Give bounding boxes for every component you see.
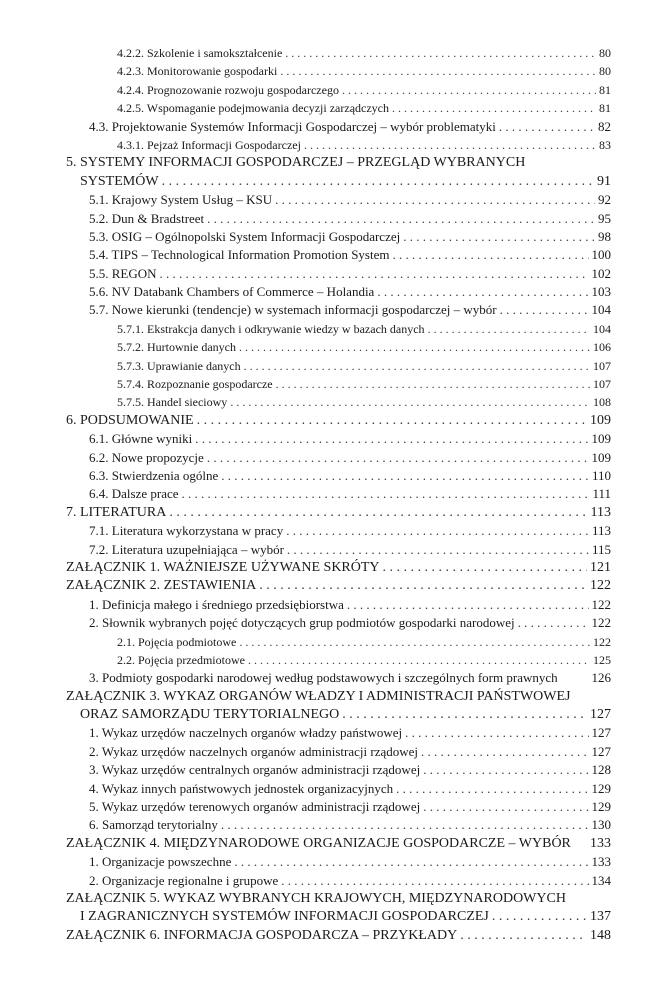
toc-entry-title: 4.2.5. Wspomaganie podejmowania decyzji zarządczych: [117, 101, 389, 116]
toc-entry: [66, 99, 611, 117]
toc-entry: [66, 541, 611, 559]
toc-entry-title: 5.7.4. Rozpoznanie gospodarcze: [117, 377, 273, 392]
toc-entry: [66, 393, 611, 411]
dot-leader: [287, 541, 589, 559]
toc-entry: [66, 154, 611, 191]
dot-leader: [244, 357, 590, 375]
toc-entry-page: 109: [591, 431, 611, 447]
toc-entry-title: 5.2. Dun & Bradstreet: [89, 210, 205, 226]
toc-entry: [66, 559, 611, 577]
toc-entry-page: 128: [591, 762, 611, 778]
toc-entry-title-line2: [66, 173, 611, 191]
toc-entry: [66, 669, 611, 687]
toc-entry-page: 80: [599, 64, 611, 79]
dot-leader: [304, 136, 596, 154]
dot-leader: [230, 393, 590, 411]
toc-entry-page: 148: [590, 927, 611, 943]
toc-entry: [66, 853, 611, 871]
table-of-contents: [66, 44, 611, 945]
dot-leader: [197, 412, 587, 430]
toc-entry: [66, 614, 611, 632]
dot-leader: [259, 577, 587, 595]
toc-entry-title: 1. Wykaz urzędów naczelnych organów władzy państwowej: [89, 725, 403, 741]
toc-entry-title: 4.3. Projektowanie Systemów Informacji Gospodarczej – wybór problematyki: [89, 118, 496, 134]
dot-leader: [195, 430, 588, 448]
toc-entry-page: 133: [590, 835, 611, 851]
toc-entry-title: 5.7.2. Hurtownie danych: [117, 340, 236, 355]
toc-entry-title: 4. Wykaz innych państwowych jednostek organizacyjnych: [89, 780, 394, 796]
dot-leader: [383, 559, 587, 577]
toc-entry-title: 5. Wykaz urzędów terenowych organów administracji rządowej: [89, 799, 421, 815]
toc-entry-page: 106: [593, 340, 611, 355]
dot-leader: [423, 798, 588, 816]
toc-entry: [66, 577, 611, 595]
dot-leader: [280, 62, 596, 80]
dot-leader: [421, 743, 588, 761]
toc-entry-title-line2: [66, 706, 611, 724]
toc-entry: [66, 191, 611, 209]
toc-entry-page: 130: [591, 817, 611, 833]
toc-entry-title: 2. Słownik wybranych pojęć dotyczących grup podmiotów gospodarki narodowej: [89, 615, 515, 631]
dot-leader: [403, 228, 595, 246]
dot-leader: [460, 927, 587, 945]
toc-entry-title: 4.2.4. Prognozowanie rozwoju gospodarczego: [117, 82, 339, 97]
toc-entry: [66, 320, 611, 338]
toc-entry: [66, 375, 611, 393]
toc-entry: [66, 596, 611, 614]
toc-entry: [66, 688, 611, 725]
toc-entry: [66, 246, 611, 264]
toc-entry: [66, 743, 611, 761]
toc-entry: [66, 485, 611, 503]
toc-entry: [66, 283, 611, 301]
toc-entry-page: 81: [599, 82, 611, 97]
toc-entry-title-line2: [66, 908, 611, 926]
toc-entry-title: 4.2.3. Monitorowanie gospodarki: [117, 64, 278, 79]
toc-entry-page: 127: [591, 725, 611, 741]
toc-entry-title: 2. Organizacje regionalne i grupowe: [89, 872, 279, 888]
toc-entry-title: 7.1. Literatura wykorzystana w pracy: [89, 523, 284, 539]
toc-entry-title: 5.1. Krajowy System Usług – KSU: [89, 192, 273, 208]
toc-entry-page: 134: [591, 872, 611, 888]
dot-leader: [518, 614, 589, 632]
toc-entry-title: 6. PODSUMOWANIE: [66, 412, 194, 428]
toc-entry-title: 6.2. Nowe propozycje: [89, 449, 204, 465]
toc-entry-title: 6.3. Stwierdzenia ogólne: [89, 468, 219, 483]
toc-entry: [66, 430, 611, 448]
toc-entry: [66, 265, 611, 283]
toc-entry-title: 5.4. TIPS – Technological Information Promotion System: [89, 247, 390, 263]
toc-entry-page: 95: [598, 210, 611, 226]
toc-entry-page: 122: [591, 596, 611, 612]
toc-entry: [66, 62, 611, 80]
toc-entry-page: 111: [592, 486, 611, 502]
toc-entry-page: 82: [598, 118, 611, 134]
dot-leader: [396, 780, 588, 798]
toc-entry: [66, 301, 611, 319]
dot-leader: [286, 522, 589, 540]
toc-entry: [66, 780, 611, 798]
toc-entry: [66, 724, 611, 742]
toc-entry-title: 7. LITERATURA: [66, 504, 167, 520]
toc-entry-title: 4.3.1. Pejzaż Informacji Gospodarczej: [117, 137, 301, 152]
toc-entry-page: 137: [590, 909, 611, 925]
toc-entry: [66, 522, 611, 540]
toc-entry-page: 107: [593, 377, 611, 392]
toc-entry-page: 80: [599, 46, 611, 60]
dot-leader: [428, 320, 590, 338]
dot-leader: [239, 338, 590, 356]
dot-leader: [377, 283, 588, 301]
toc-entry-page: 122: [593, 634, 611, 649]
toc-entry-title: 2.1. Pojęcia podmiotowe: [117, 634, 237, 649]
toc-entry-title: ZAŁĄCZNIK 4. MIĘDZYNARODOWE ORGANIZACJE GOSPODARCZE – WYBÓR: [66, 835, 571, 851]
toc-entry: [66, 633, 611, 651]
dot-leader: [275, 191, 595, 209]
dot-leader: [492, 908, 587, 926]
toc-entry: [66, 890, 611, 927]
toc-entry-page: 115: [591, 541, 611, 557]
toc-entry-page: 100: [591, 247, 611, 263]
toc-entry-title: 6. Samorząd terytorialny: [89, 817, 218, 833]
dot-leader: [285, 44, 596, 62]
dot-leader: [423, 761, 588, 779]
toc-entry: [66, 872, 611, 890]
toc-entry: [66, 210, 611, 228]
toc-entry-title: 5.7.1. Ekstrakcja danych i odkrywanie wiedzy w bazach danych: [117, 321, 425, 336]
toc-entry-page: 98: [598, 228, 611, 244]
toc-entry-page: 122: [590, 578, 611, 594]
dot-leader: [234, 853, 588, 871]
toc-entry-title: 3. Wykaz urzędów centralnych organów administracji rządowej: [89, 762, 421, 778]
toc-entry-title-line1: 5. SYSTEMY INFORMACJI GOSPODARCZEJ – PRZEGLĄD WYBRANYCH: [66, 155, 526, 171]
toc-entry-page: 103: [591, 284, 611, 300]
toc-entry-title-line1: ZAŁĄCZNIK 5. WYKAZ WYBRANYCH KRAJOWYCH, MIĘDZYNARODOWYCH: [66, 891, 566, 906]
toc-entry: [66, 927, 611, 945]
dot-leader: [342, 706, 587, 724]
toc-entry-page: 92: [598, 192, 611, 208]
toc-entry: [66, 136, 611, 154]
dot-leader: [392, 99, 596, 117]
toc-entry-page: 129: [591, 799, 611, 815]
toc-entry: [66, 798, 611, 816]
dot-leader: [162, 173, 594, 191]
toc-entry-title: 1. Organizacje powszechne: [89, 854, 232, 870]
toc-entry: [66, 504, 611, 522]
dot-leader: [239, 633, 590, 651]
toc-entry-page: 91: [597, 173, 611, 189]
dot-leader: [499, 118, 595, 136]
toc-entry-title: ZAŁĄCZNIK 1. WAŻNIEJSZE UŻYWANE SKRÓTY: [66, 559, 380, 575]
dot-leader: [281, 872, 588, 890]
toc-entry-page: 109: [590, 412, 611, 428]
dot-leader: [207, 210, 595, 228]
toc-entry-title: SYSTEMÓW: [80, 173, 159, 189]
toc-entry: [66, 835, 611, 853]
dot-leader: [342, 81, 596, 99]
toc-entry-title: ZAŁĄCZNIK 2. ZESTAWIENIA: [66, 578, 257, 594]
toc-entry-page: 125: [593, 652, 611, 667]
toc-entry-page: 104: [593, 321, 611, 336]
toc-entry: [66, 412, 611, 430]
toc-entry-page: 126: [591, 670, 611, 686]
toc-entry-title: ZAŁĄCZNIK 6. INFORMACJA GOSPODARCZA – PRZYKŁADY: [66, 927, 458, 943]
dot-leader: [169, 504, 587, 522]
toc-entry-page: 127: [590, 707, 611, 723]
toc-entry-page: 104: [591, 302, 611, 318]
toc-entry-page: 113: [590, 504, 611, 520]
toc-entry-page: 122: [591, 615, 611, 631]
toc-entry: [66, 651, 611, 669]
dot-leader: [347, 596, 589, 614]
dot-leader: [405, 724, 588, 742]
dot-leader: [500, 301, 589, 319]
dot-leader: [221, 467, 589, 485]
toc-entry-title: I ZAGRANICZNYCH SYSTEMÓW INFORMACJI GOSPODARCZEJ: [80, 909, 489, 925]
toc-entry: [66, 357, 611, 375]
toc-entry-page: 129: [591, 780, 611, 796]
toc-entry: [66, 81, 611, 99]
dot-leader: [276, 375, 590, 393]
dot-leader: [160, 265, 589, 283]
toc-entry: [66, 338, 611, 356]
toc-entry-page: 127: [591, 743, 611, 759]
toc-entry-page: 107: [593, 358, 611, 373]
toc-entry-title: 1. Definicja małego i średniego przedsiębiorstwa: [89, 596, 344, 612]
toc-entry-title: 5.3. OSIG – Ogólnopolski System Informacji Gospodarczej: [89, 228, 401, 244]
toc-entry-title: 5.7. Nowe kierunki (tendencje) w systemach informacji gospodarczej – wybór: [89, 302, 497, 318]
toc-entry-title: 2.2. Pojęcia przedmiotowe: [117, 652, 245, 667]
toc-entry: [66, 761, 611, 779]
dot-leader: [182, 485, 590, 503]
toc-entry-title: 5.6. NV Databank Chambers of Commerce – Holandia: [89, 284, 375, 300]
dot-leader: [207, 449, 589, 467]
toc-entry-page: 81: [599, 101, 611, 116]
toc-entry-title: 2. Wykaz urzędów naczelnych organów administracji rządowej: [89, 743, 419, 759]
toc-entry: [66, 449, 611, 467]
toc-entry: [66, 467, 611, 485]
toc-entry-page: 83: [599, 137, 611, 152]
toc-entry-page: 109: [591, 449, 611, 465]
toc-entry: [66, 228, 611, 246]
toc-entry-title: 6.1. Główne wyniki: [89, 431, 193, 447]
toc-entry-title: ORAZ SAMORZĄDU TERYTORIALNEGO: [80, 707, 340, 723]
toc-entry: [66, 118, 611, 136]
toc-entry-title: 6.4. Dalsze prace: [89, 486, 179, 502]
toc-entry-title: 5.7.5. Handel sieciowy: [117, 395, 228, 410]
toc-entry-title: 3. Podmioty gospodarki narodowej według podstawowych i szczególnych form prawnych: [89, 670, 558, 686]
dot-leader: [221, 816, 589, 834]
dot-leader: [392, 246, 588, 264]
toc-entry-page: 133: [591, 854, 611, 870]
dot-leader: [248, 651, 590, 669]
toc-entry-page: 110: [591, 468, 611, 483]
toc-entry-title: 4.2.2. Szkolenie i samokształcenie: [117, 46, 283, 60]
toc-entry-page: 121: [590, 559, 611, 575]
toc-entry-title: 5.7.3. Uprawianie danych: [117, 358, 241, 373]
toc-entry: [66, 816, 611, 834]
toc-entry-title: 5.5. REGON: [89, 265, 157, 281]
toc-entry: [66, 44, 611, 62]
toc-entry-title-line1: ZAŁĄCZNIK 3. WYKAZ ORGANÓW WŁADZY I ADMINISTRACJI PAŃSTWOWEJ: [66, 688, 571, 704]
toc-entry-page: 102: [591, 265, 611, 281]
toc-entry-page: 113: [591, 523, 611, 539]
toc-entry-page: 108: [593, 395, 611, 410]
toc-entry-title: 7.2. Literatura uzupełniająca – wybór: [89, 541, 284, 557]
